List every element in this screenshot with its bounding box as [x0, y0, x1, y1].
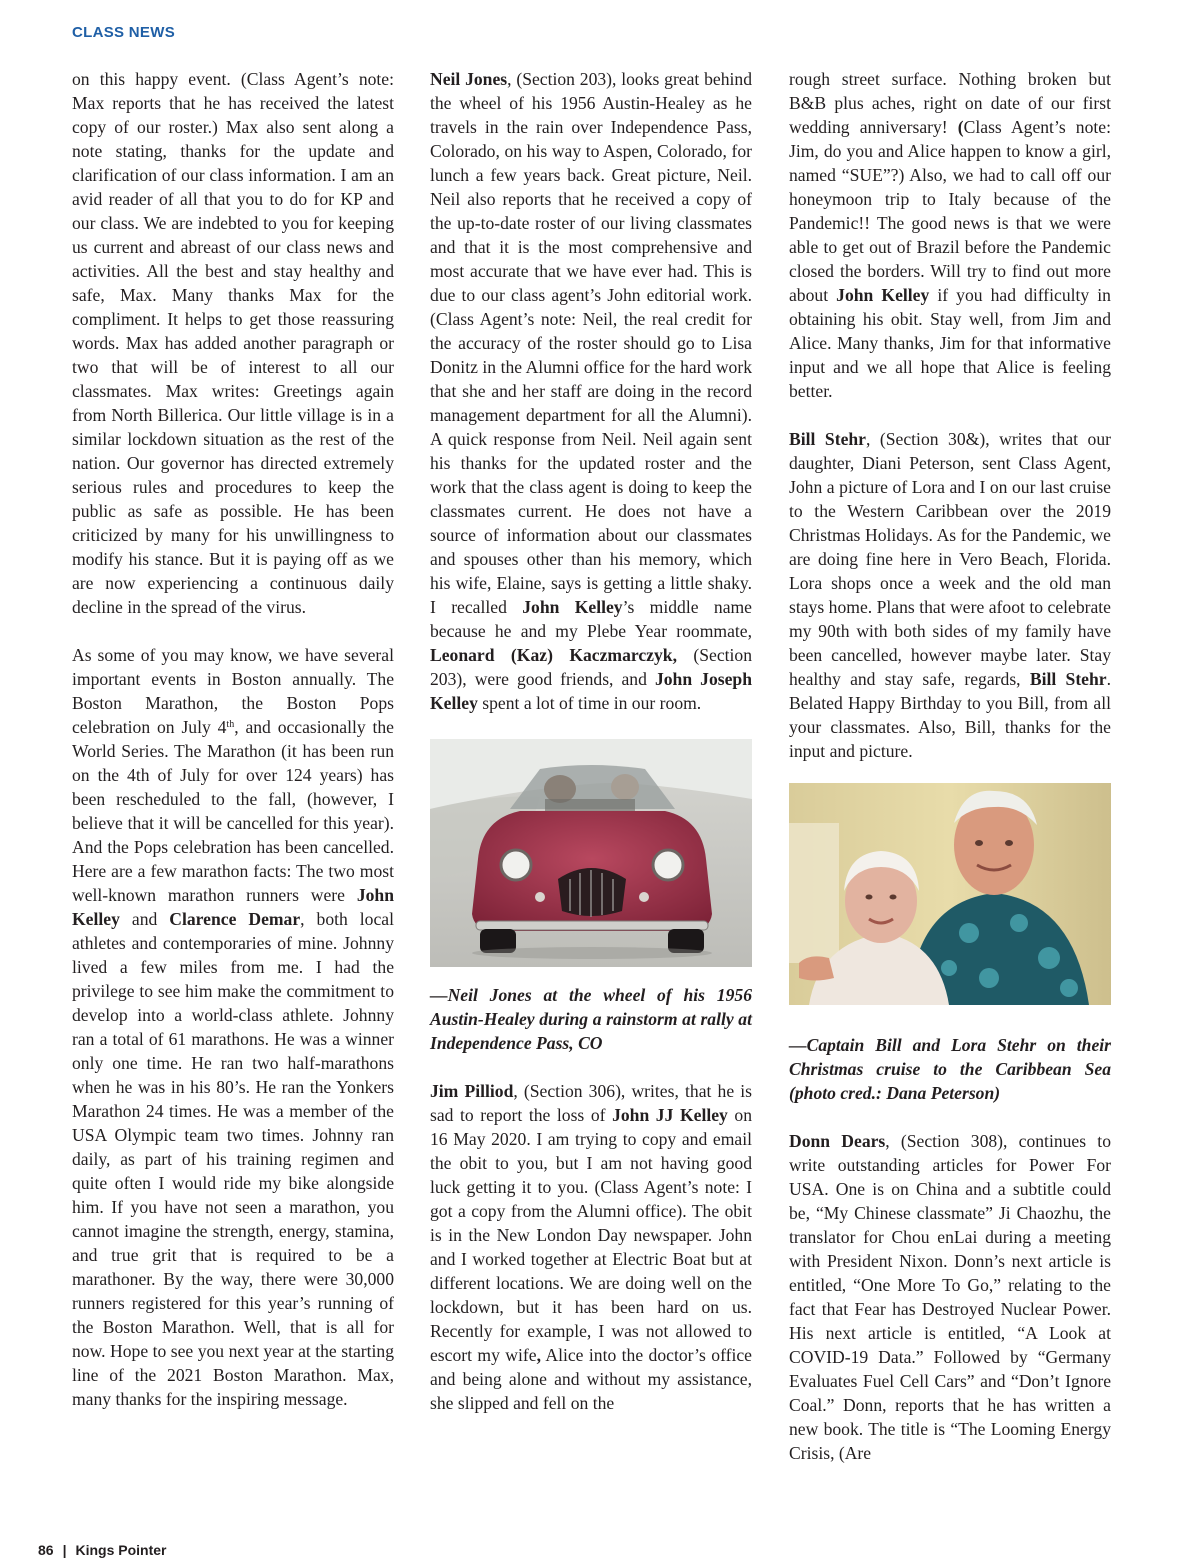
- publication-name: Kings Pointer: [75, 1542, 167, 1558]
- paragraph-jim-continued: rough street surface. Nothing broken but B&B plus aches, right on date of our first wedding anniversary! (Class Agent’s note: Jim, do you and Alice happen to know a girl, named “SUE”?) Also, we had to call off our honeymoon trip to Italy because of the Pandemic!! The good news is that we were able to get out of Brazil before the Pandemic closed the borders. Will try to find out more about John Kelley if you had difficulty in obtaining his obit. Stay well, from Jim and Alice. Many thanks, Jim for that informative input and we all hope that Alice is feeling better.: [789, 69, 1111, 401]
- name-neil-jones: Neil Jones: [430, 69, 508, 89]
- paragraph-max-note: on this happy event. (Class Agent’s note: Max reports that he has received the latest copy of our roster.) Max also sent along a note stating, thanks for the update and clarification of our class information. I am an avid reader of all that you to do for KP and our class. We are indebted to you for keeping us current and abreast of our class news and activities. All the best and stay healthy and safe, Max. Many thanks Max for the compliment. It helps to get those reassuring words. Max has added another paragraph or two that will be of interest to all our classmates. Max writes: Greetings again from North Billerica. Our little village is in a similar lockdown situation as the rest of the nation. Our governor has directed extremely serious rules and procedures to keep the public as safe as possible. He has been criticized by many for his unwillingness to modify his stance. But it is paying off as we are now experiencing a continuous daily decline in the spread of the virus.: [72, 69, 394, 617]
- name-donn-dears: Donn Dears: [789, 1131, 886, 1151]
- page-footer: [38, 1542, 167, 1558]
- car-photo-image: [430, 739, 752, 967]
- paragraph-donn-dears: Donn Dears, (Section 308), continues to write outstanding articles for Power For USA. One is on China and a subtitle could be, “My Chinese classmate” Ji Chaozhu, the translator for Chou enLai during a meeting with President Nixon. Donn’s next article is entitled, “One More To Go,” relating to the fact that Fear has Destroyed Nuclear Power. His next article is entitled, “A Look at COVID-19 Data.” Followed by “Germany Evaluates Fuel Cell Cars” and “Don’t Ignore Coal.” Donn, reports that he has written a new book. The title is “The Looming Energy Crisis, (Are: [789, 1131, 1111, 1463]
- photo-austin-healey: [430, 739, 752, 967]
- name-john-kelley: John Kelley: [72, 885, 394, 929]
- column-2: [430, 67, 752, 1415]
- caption-neil-jones: —Neil Jones at the wheel of his 1956 Austin-Healey during a rainstorm at rally at Independence Pass, CO: [430, 985, 752, 1053]
- paragraph-jim-pilliod: Jim Pilliod, (Section 306), writes, that he is sad to report the loss of John JJ Kelley on 16 May 2020. I am trying to copy and email the obit to you, but I am not having good luck getting it to you. (Class Agent’s note: I got a copy from the Alumni office). The obit is in the New London Day newspaper. John and I worked together at Electric Boat but at different locations. We are doing well on the lockdown, but it has been hard on us. Recently for example, I was not allowed to escort my wife, Alice into the doctor’s office and being alone and without my assistance, she slipped and fell on the: [430, 1081, 753, 1413]
- footer-separator: |: [62, 1542, 67, 1558]
- paragraph-neil-jones: Neil Jones, (Section 203), looks great behind the wheel of his 1956 Austin-Healey as he travels in the rain over Independence Pass, Colorado, on his way to Aspen, Colorado, for lunch a few years back. Great picture, Neil. Neil also reports that he received a copy of the up-to-date roster of our living classmates and that it is the most comprehensive and most accurate that we have ever had. This is due to our class agent’s John editorial work. (Class Agent’s note: Neil, the real credit for the accuracy of the roster should go to Lisa Donitz in the Alumni office for the hard work that she and her staff are doing in the record management department for all the Alumni). A quick response from Neil. Neil again sent his thanks for the updated roster and the work that the class agent is doing to keep the classmates current. He does not have a source of information about our classmates and spouses other than his memory, which his wife, Elaine, says is getting a little shaky. I recalled John Kelley’s middle name because he and my Plebe Year roommate, Leonard (Kaz) Kaczmarczyk, (Section 203), were good friends, and John Joseph Kelley spent a lot of time in our room.: [430, 69, 753, 713]
- page-number: 86: [38, 1542, 54, 1558]
- paragraph-bill-stehr: Bill Stehr, (Section 30&), writes that our daughter, Diani Peterson, sent Class Agent, John a picture of Lora and I on our last cruise to the Western Caribbean over the 2019 Christmas Holidays. As for the Pandemic, we are doing fine here in Vero Beach, Florida. Lora shops once a week and the old man stays home. Plans that were afoot to celebrate my 90th with both sides of my family have been cancelled, however maybe later. Stay healthy and stay safe, regards, Bill Stehr. Belated Happy Birthday to you Bill, from all your classmates. Also, Bill, thanks for the input and picture.: [789, 429, 1111, 761]
- name-jim-pilliod: Jim Pilliod: [430, 1081, 514, 1101]
- section-label: CLASS NEWS: [72, 24, 176, 41]
- column-1: [72, 67, 394, 1411]
- couple-photo-image: [789, 783, 1111, 1005]
- name-bill-stehr: Bill Stehr: [789, 429, 866, 449]
- column-3: [789, 67, 1111, 1465]
- caption-bill-stehr: —Captain Bill and Lora Stehr on their Christmas cruise to the Caribbean Sea (photo cred.: Dana Peterson): [789, 1035, 1111, 1103]
- paragraph-boston-events: As some of you may know, we have several important events in Boston annually. The Boston Marathon, the Boston Pops celebration on July 4th, and occasionally the World Series. The Marathon (it has been run on the 4th of July for over 124 years) has been rescheduled to the fall, (however, I believe that it will be cancelled for this year). And the Pops celebration has been cancelled. Here are a few marathon facts: The two most well-known marathon runners were John Kelley and Clarence Demar, both local athletes and contemporaries of mine. Johnny lived a few miles from me. I had the privilege to see him make the commitment to develop into a world-class athlete. Johnny ran a total of 61 marathons. He was a winner only one time. He ran two half-marathons when he was in his 80’s. He ran the Yonkers Marathon 24 times. He was a member of the USA Olympic team two times. Johnny ran daily, as part of his training regimen and quite often I would ride my bike alongside him. If you have not seen a marathon, you cannot imagine the strength, energy, stamina, and true grit that is required to be a marathoner. By the way, there were 30,000 runners registered for this year’s running of the Boston Marathon. Well, that is all for now. Hope to see you next year at the starting line of the 2021 Boston Marathon. Max, many thanks for the inspiring message.: [72, 645, 394, 1409]
- photo-stehr-couple: [789, 783, 1111, 1005]
- name-clarence-demar: Clarence Demar: [169, 909, 301, 929]
